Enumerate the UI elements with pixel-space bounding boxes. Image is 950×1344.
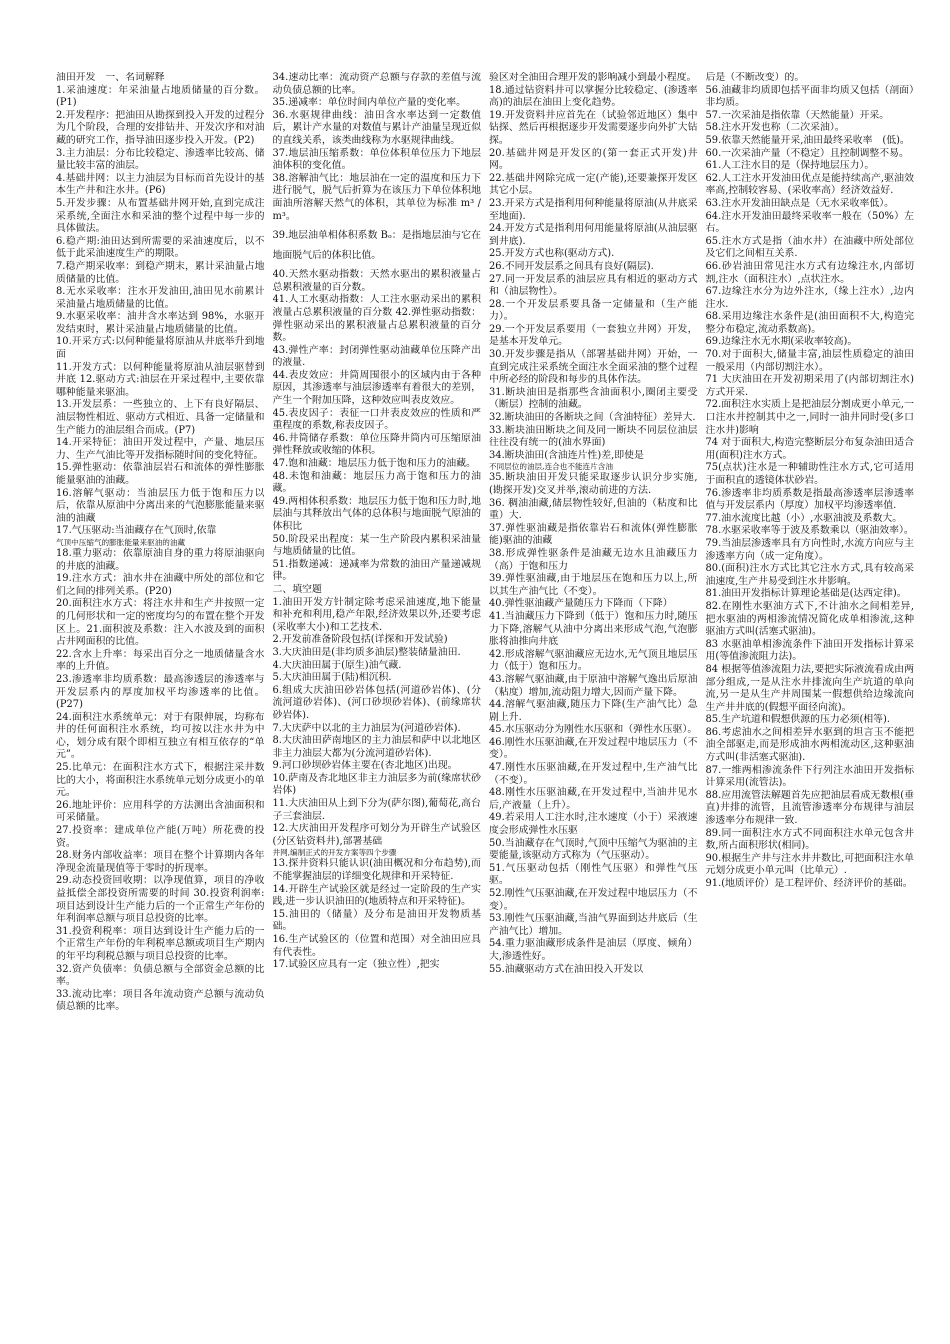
- paragraph: 68.采用边缘注水条件是(油田面积不大,构造完整分布稳定,流动系数高)。: [705, 311, 914, 335]
- paragraph: 54.重力驱油藏形成条件是油层（厚度、倾角）大,渗透性好。: [489, 938, 698, 962]
- text-column-3: [489, 72, 698, 1338]
- paragraph: 26.地址评价：应用科学的方法测出含油面积和可采储量。: [56, 799, 265, 824]
- paragraph: 32.资产负债率：负债总额与全部资金总额的比率。: [56, 963, 265, 988]
- paragraph: 76.渗透率非均质系数是指最高渗透率层渗透率值与开发层系内（厚度）加权平均渗透率值.: [705, 487, 914, 512]
- paragraph: 二、填空题: [272, 583, 322, 595]
- paragraph: 10.萨南及杏北地区非主力油层多为前(缘席状砂岩体): [272, 772, 481, 797]
- paragraph: 3.大庆油田是(非均质多油层)整装储量油田.: [272, 646, 461, 658]
- paragraph: 57.一次采油是指依靠（天然能量）开采。: [705, 109, 890, 121]
- paragraph: 80.(面积)注水方式比其它注水方式,具有较高采油速度,生产井易受到注水井影响。: [705, 563, 914, 587]
- paragraph: 44.溶解气驱油藏,随压力下降(生产油气比）急剧上升.: [489, 699, 698, 723]
- paragraph: 44.表皮效应：井筒周围很小的区域内由于各种原因，其渗透率与油层渗透率有着很大的差别，产生一个附加压降，这种效应叫表皮效应。: [272, 369, 481, 407]
- paragraph: 65.注水方式是指（油水井）在油藏中所处部位及它们之间相互关系.: [705, 235, 914, 260]
- document-page: [56, 72, 914, 1338]
- paragraph: 11.大庆油田从上到下分为(萨尔图),葡萄花,高台子三套油层.: [272, 798, 481, 822]
- paragraph: 12.大庆油田开发程序可划分为开辟生产试验区(分区钻资料井),部署基础: [272, 823, 481, 847]
- paragraph: 7.大庆萨中以北的主力油层为(河道砂岩体).: [272, 722, 461, 734]
- paragraph: 70.对于面积大,储量丰富,油层性质稳定的油田一般采用（内部切割注水）。: [705, 349, 914, 373]
- paragraph: 34.速动比率：流动资产总额与存款的差值与流动负债总额的比率。: [272, 72, 481, 96]
- paragraph: 29.动态投资回收期：以净现值算，项目的净收益抵偿全部投资所需要的时间 30.投资利润率:项目达到设计生产能力后的一个正常生产年份的年利润率总额与项目总投资的比率。: [56, 875, 265, 925]
- text-column-2: [273, 72, 482, 1338]
- paragraph: 6.组成大庆油田砂岩体包括(河道砂岩体)、(分流河道砂岩体)、(河口砂坝砂岩体)、(前缘席状砂岩体).: [272, 684, 481, 721]
- paragraph: 6.稳产期:油田达到所需要的采油速度后，以不低于此采油速度生产的期限。: [56, 235, 265, 260]
- paragraph: 油田开发 一、名词解释: [56, 72, 165, 83]
- paragraph: 53.刚性气压驱油藏,当油气界面到达井底后（生产油气比）增加。: [489, 913, 698, 937]
- paragraph: 20.基础井网是开发区的(第一套正式开发)井网。: [489, 147, 698, 172]
- paragraph: 79.当油层渗透率具有方向性时,水流方向应与主渗透率方向（成一定角度）。: [705, 537, 914, 562]
- paragraph: 33.断块油田断块之间及同一断块不同层位油层往往没有统一的(油水界面): [489, 424, 698, 449]
- paragraph: 41.人工水驱动指数：人工注水驱动采出的累积液量占总累积液量的百分数 42.弹性驱动指数：弹性驱动采出的累积液量占总累积液量的百分数。: [272, 294, 481, 344]
- paragraph: 29.一个开发层系要用（一套独立井网）开发，是基本开发单元。: [489, 323, 698, 348]
- paragraph: 13.开发层系：一些独立的、上下有良好隔层、油层物性相近、驱动方式相近、具备一定储量和生产能力的油层组合而成。(P7): [56, 399, 265, 436]
- paragraph: 66.砂岩油田常见注水方式有边缘注水,内部切割,注水（面积注水）,点状注水。: [705, 260, 914, 285]
- paragraph: 9.水驱采收率：油井含水率达到 98%，水驱开发结束时，累计采油量占地质储量的比值。: [56, 311, 265, 335]
- paragraph: 33.流动比率：项目各年流动资产总额与流动负债总额的比率。: [56, 988, 265, 1013]
- paragraph: 25.比单元：在面积注水方式下，根据注采井数比的大小，将面积注水系统单元划分成更小的单元。: [56, 762, 265, 799]
- paragraph: 35.断块油田开发只能采取逐步认识分步实施,(勘探开发)交叉并举,滚动前进的方法.: [489, 472, 698, 496]
- paragraph: 24.面积注水系统单元：对于有限伸展，均称布井的任何面积注水系统，均可按以注水井为中心，划分成有限个即相互独立有相互依存的“单元”。: [56, 711, 265, 761]
- paragraph: 24.开发方式是指利用何用能量将原油(从油层驱到井底).: [489, 223, 698, 247]
- paragraph: 17.气压驱动:当油藏存在气顶时,依靠: [56, 525, 217, 537]
- paragraph: 91.(地质评价）是工程评价、经济评价的基础。: [705, 878, 913, 889]
- paragraph: 30.开发步骤是指从（部署基础井网）开始，一直到完成注采系统全面注水全面采油的整个过程中所必经的阶段和每步的具体作法。: [489, 349, 698, 386]
- paragraph: 52.刚性气压驱油藏,在开发过程中地层压力（不变）。: [489, 888, 698, 912]
- paragraph: 47.饱和油藏：地层压力低于饱和压力的油藏。: [272, 458, 476, 470]
- paragraph: 41.当油藏压力下降到（低于）饱和压力时,随压力下降,溶解气从油中分离出来形成气泡,气泡膨胀将油推向井底: [489, 610, 698, 648]
- paragraph: 36. 稠油油藏,储层物性较好,但油的（粘度和比重）大.: [489, 497, 698, 522]
- paragraph: 14.开辟生产试验区就是经过一定阶段的生产实践,进一步认识油田的(地质特点和开采特征)。: [272, 883, 481, 908]
- paragraph: 61.人工注水目的是（保持地层压力）。: [705, 160, 875, 172]
- paragraph: 51.指数递减：递减率为常数的油田产量递减规律。: [272, 558, 481, 583]
- paragraph: 47.刚性水压驱油藏,在开发过程中,生产油气比（不变）。: [489, 762, 698, 786]
- paragraph: 26.不同开发层系之间具有良好(隔层).: [489, 260, 654, 272]
- paragraph: 2.开发前准备阶段包括(详探和开发试验): [272, 634, 448, 646]
- paragraph: 3.主力油层：分布比较稳定、渗透率比较高、储量比较丰富的油层。: [56, 147, 265, 172]
- paragraph: 50.阶段采出程度：某一生产阶段内累积采油量与地质储量的比值。: [272, 533, 481, 558]
- paragraph: 验区对全油田合理开发的影响减小到最小程度。: [489, 72, 697, 83]
- paragraph: 14.开采特征：油田开发过程中，产量、地层压力、生产气油比等开发指标随时间的变化特征。: [56, 437, 265, 461]
- paragraph: 59.依靠天然能量开采,油田最终采收率 (低)。: [705, 134, 910, 146]
- paragraph: 58.注水开发也称（二次采油）。: [705, 122, 845, 134]
- paragraph: 5.大庆油田属于(陆)相沉积.: [272, 672, 392, 684]
- paragraph: 16.生产试验区的（位置和范围）对全油田应具有代表性。: [272, 934, 481, 958]
- paragraph: 25.开发方式也称(驱动方式).: [489, 248, 615, 260]
- paragraph: 20.面积注水方式：将注水井和生产井按照一定的几何形状和一定的密度均匀的布置在整个开发区上。21.面积波及系数：注入水波及到的面积占井网面积的比值。: [56, 598, 265, 648]
- paragraph: 81.油田开发指标计算理论基础是(达西定律)。: [705, 588, 907, 600]
- paragraph: 64.注水开发油田最终采收率一般在（50%）左右。: [705, 210, 914, 235]
- paragraph: 38.形成弹性驱条件是油藏无边水且油藏压力（高）于饱和压力: [489, 547, 698, 572]
- paragraph: 71 大庆油田在开发初期采用了(内部切割注水)方式开采.: [705, 374, 914, 398]
- paragraph: 63.注水开发油田缺点是（无水采收率低）。: [705, 197, 895, 209]
- paragraph: 48.刚性水压驱油藏,在开发过程中,当油井见水后,产液量（上升）。: [489, 787, 698, 811]
- paragraph: 49.两相体积系数：地层压力低于饱和压力时,地层油与其释放出气体的总体积与地面脱气原油的体积比: [272, 495, 481, 532]
- paragraph: 49.若采用人工注水时,注水速度（小于）采液速度会形成弹性水压驱: [489, 812, 698, 837]
- paragraph: 39.弹性驱油藏,由于地层压在饱和压力以上,所以其生产油气比（不变）。: [489, 573, 698, 597]
- paragraph: 89.同一面积注水方式不同面积注水单元包含井数,所占面积形状(相同)。: [705, 827, 914, 852]
- paragraph: 19.注水方式：油水井在油藏中所处的部位和它们之间的排列关系。(P20): [56, 573, 265, 597]
- paragraph: 7.稳产期采收率：到稳产期末，累计采油量占地质储量的比值。: [56, 260, 265, 285]
- paragraph: 85.生产坑道和假想供源的压力必须(相等).: [705, 714, 891, 726]
- paragraph: 18.重力驱动：依靠原油自身的重力将原油驱向的井底的油藏。: [56, 547, 265, 572]
- paragraph: 8.大庆油田萨南地区的主力油层和萨中以北地区非主力油层大都为(分流河道砂岩体).: [272, 735, 481, 759]
- paragraph: 9.河口砂坝砂岩体主要在(杏北地区)出现。: [272, 760, 458, 772]
- paragraph: 48.未饱和油藏：地层压力高于饱和压力的油藏。: [272, 470, 481, 495]
- paragraph: 37.地层油压缩系数：单位体积单位压力下地层油体积的变化值。: [272, 147, 481, 172]
- paragraph: 75(点状)注水是一种辅助性注水方式,它可适用于面积直的透镜体状砂岩。: [705, 462, 914, 486]
- paragraph: 15.油田的（储量）及分布是油田开发物质基础。: [272, 908, 481, 933]
- paragraph: 27.同一开发层系的油层应具有相近的驱动方式和（油层物性）。: [489, 273, 698, 298]
- paragraph: 82.在刚性水驱油方式下,不计油水之间相差异,把水驱油的两相渗流情况简化成单相渗流,这种驱油方式叫(活塞式驱油)。: [705, 600, 914, 638]
- paragraph: 90.根据生产井与注水井井数比,可把面积注水单元划分成更小单元叫（比单元）.: [705, 852, 914, 877]
- paragraph: 37.弹性驱油藏是指依靠岩石和流体(弹性膨胀能)驱油的油藏: [489, 522, 698, 547]
- paragraph: 50.当油藏存在气顶时,气顶中压缩气为驱油的主要能量,该驱动方式称为（气压驱动）。: [489, 837, 698, 862]
- paragraph: 16.溶解气驱动：当油层压力低于饱和压力以后，依靠从原油中分离出来的气泡膨胀能量来驱油的油藏: [56, 487, 265, 524]
- paragraph: 28.财务内部收益率：项目在整个计算期内各年净现金流量现值等于零时的折现率。: [56, 850, 265, 874]
- paragraph: 69.边缘注水无水期(采收率较高)。: [705, 336, 858, 348]
- paragraph: 18.通过钻资料井可以掌握分比较稳定、(渗透率高)的油层在油田上变化趋势。: [489, 84, 698, 109]
- paragraph: 77.油水流度比越（小）,水驱油波及系数大。: [705, 512, 903, 524]
- paragraph: 39.地层油单相体积系数 Bₒ：是指地层油与它在地面脱气后的体积比值。: [272, 230, 481, 262]
- paragraph: 15.弹性驱动：依靠油层岩石和流体的弹性膨胀能量驱油的油藏。: [56, 462, 265, 486]
- paragraph: 74 对于面积大,构造完整断层分布复杂油田适合用(面积)注水方式。: [705, 437, 914, 461]
- paragraph: 87.一维两相渗流条件下行列注水油田开发指标计算采用(流管法)。: [705, 764, 914, 789]
- paragraph: 10.开采方式:以何种能量将原油从井底举升到地面: [56, 336, 265, 361]
- paragraph: 22.含水上升率：每采出百分之一地质储量含水率的上升值。: [56, 648, 265, 673]
- paragraph: 40.天然水驱动指数：天然水驱出的累积液量占总累积液量的百分数。: [272, 269, 481, 293]
- paragraph: 67.边缘注水分为边外注水,（缘上注水）,边内注水.: [705, 286, 914, 310]
- paragraph: 13.探井资料只能认识(油田概况和分布趋势),而不能掌握油层的详细变化规律和开采特征.: [272, 858, 481, 883]
- paragraph: 62.人工注水开发油田优点是能持续高产,驱油效率高,控制较容易、(采收率高）经济效益好.: [705, 172, 914, 197]
- paragraph: 84 根据等值渗流阻力法,要把实际液流看成由两部分组成,一是从注水井排流向生产坑道的单向流,另一是从生产井周围某一假想供给边缘流向生产井井底的(假想平面径向流)。: [705, 663, 914, 713]
- paragraph: 后是（不断改变）的。: [705, 72, 805, 83]
- paragraph: 78.水驱采收率等于波及系数乘以（驱油效率）。: [705, 525, 914, 537]
- paragraph: 1.油田开发方针制定除考虑采油速度,地下能量和补充和利用,稳产年限,经济效果以外,还要考虑(采收率大小)和工艺技术.: [272, 596, 481, 633]
- paragraph: 46.刚性水压驱油藏,在开发过程中地层压力（不变）。: [489, 736, 698, 761]
- paragraph: 43.溶解气驱油藏,由于原油中溶解气逸出后原油（粘度）增加,流动阻力增大,因而产量下降。: [489, 673, 698, 698]
- paragraph: 4.大庆油田属于(原生)油气藏.: [272, 659, 402, 671]
- paragraph: 23.开采方式是指利用何种能量将原油(从井底采至地面).: [489, 197, 698, 222]
- paragraph: 51.气压驱动包括（刚性气压驱）和弹性气压驱。: [489, 862, 698, 887]
- paragraph: 45.表皮因子：表征一口井表皮效应的性质和严重程度的系数,称表皮因子。: [272, 407, 481, 432]
- paragraph: 83 水驱油单相渗流条件下油田开发指标计算采用(等值渗流阻力法)。: [705, 638, 914, 663]
- paragraph: 23.渗透率非均质系数：最高渗透层的渗透率与开发层系内的厚度加权平均渗透率的比值。(P27): [56, 673, 265, 711]
- paragraph: 32.断块油田的各断块之间（含油特征）差异大.: [489, 412, 696, 424]
- paragraph: 34.断块油田(含油连片性)差,即使是: [489, 449, 644, 461]
- text-column-1: [56, 72, 265, 1338]
- paragraph: 46.井筒储存系数：单位压降井筒内可压缩原油弹性释放或收缩的体积。: [272, 432, 481, 457]
- paragraph: 40.弹性驱油藏产量随压力下降而（下降）: [489, 598, 673, 610]
- paragraph: 31.断块油田是指那些含油面积小,圈闭主要受（断层）控制的油藏。: [489, 386, 698, 411]
- paragraph: 43.弹性产率：封闭弹性驱动油藏单位压降产出的液量.: [272, 344, 481, 369]
- paragraph: 45.水压驱动分为刚性水压驱和（弹性水压驱）。: [489, 724, 698, 736]
- paragraph: 55.油藏驱动方式在油田投入开发以: [489, 963, 643, 975]
- paragraph: 88.应用流管法解题首先应把油层看成无数根(垂直)井排的流管，且流管渗透率分布规律与油层渗透率分布规律一致.: [705, 789, 914, 827]
- paragraph: 不同层位的油层,连合也不能连片含油: [489, 462, 613, 472]
- paragraph: 22.基础井网除完成一定(产能),还要兼探开发区其它小层。: [489, 172, 698, 197]
- paragraph: 气顶中压缩气的膨胀能量来驱油的油藏: [56, 537, 186, 547]
- paragraph: 56.油藏非均质即包括平面非均质又包括（剖面）非均质。: [705, 84, 914, 109]
- paragraph: 72.面积注水实质上是把油层分割成更小单元,一口注水井控制其中之一,同时一油井同时受(多口注水井)影响: [705, 399, 914, 436]
- paragraph: 27.投资率：建成单位产能(万吨）所花费的投资。: [56, 825, 265, 849]
- paragraph: 2.开发程序：把油田从勘探到投入开发的过程分为几个阶段，合理的安排钻井、开发次序和对油藏的研究工作，指导油田逐步投入开发。(P2): [56, 109, 265, 146]
- paragraph: 4.基础井网：以主力油层为目标而首先设计的基本生产井和注水井。(P6): [56, 172, 265, 197]
- paragraph: 5.开发步骤：从布置基础井网开始,直到完成注采系统,全面注水和采油的整个过程中每一步的具体做法。: [56, 197, 265, 235]
- paragraph: 31.投资利税率：项目达到设计生产能力后的一个正常生产年份的年利税率总额或项目生产期内的年平均利税总额与项目总投资的比率。: [56, 925, 265, 962]
- paragraph: 19.开发资料井应首先在（试验邻近地区）集中钻探、然后再根据逐步开发需要逐步向外扩大钻探。: [489, 109, 698, 146]
- text-column-4: [706, 72, 915, 1338]
- paragraph: 42.形成溶解气驱油藏应无边水,无气顶且地层压力（低于）饱和压力。: [489, 648, 698, 673]
- paragraph: 井网,编制正式的开发方案等四个步骤: [272, 848, 397, 858]
- paragraph: 86.考虑油水之间相差异水驱到的坦言玉不能把油全部驱走,而是形成油水两相流动区,这种驱油方式叫(非活塞式驱油).: [705, 726, 914, 764]
- paragraph: 8.无水采收率：注水开发油田,油田见水前累计采油量占地质储量的比值。: [56, 286, 265, 310]
- paragraph: 1.采油速度：年采油量占地质储量的百分数。(P1): [56, 84, 265, 109]
- paragraph: 17.试验区应具有一定（独立性）,把实: [272, 959, 440, 971]
- paragraph: 36.水驱规律曲线：油田含水率达到一定数值后，累计产水量的对数值与累计产油量呈现近似的直线关系，该类曲线称为水驱规律曲线。: [272, 109, 481, 146]
- paragraph: 38.溶解油气比：地层油在一定的温度和压力下进行脱气，脱气后折算为在该压力下单位体积地面油所溶解天然气的体积，其单位为标准 m³ / m³。: [272, 172, 481, 222]
- paragraph: 28.一个开发层系要具备一定储量和（生产能力）。: [489, 298, 698, 323]
- paragraph: 11.开发方式：以何种能量将原油从油层驱替到井底 12.驱动方式:油层在开采过程中,主要依靠哪种能量来驱油。: [56, 361, 265, 398]
- paragraph: 60.一次采油产量（不稳定）且控制调整不易。: [705, 147, 909, 159]
- paragraph: 35.递减率：单位时间内单位产量的变化率。: [272, 97, 466, 109]
